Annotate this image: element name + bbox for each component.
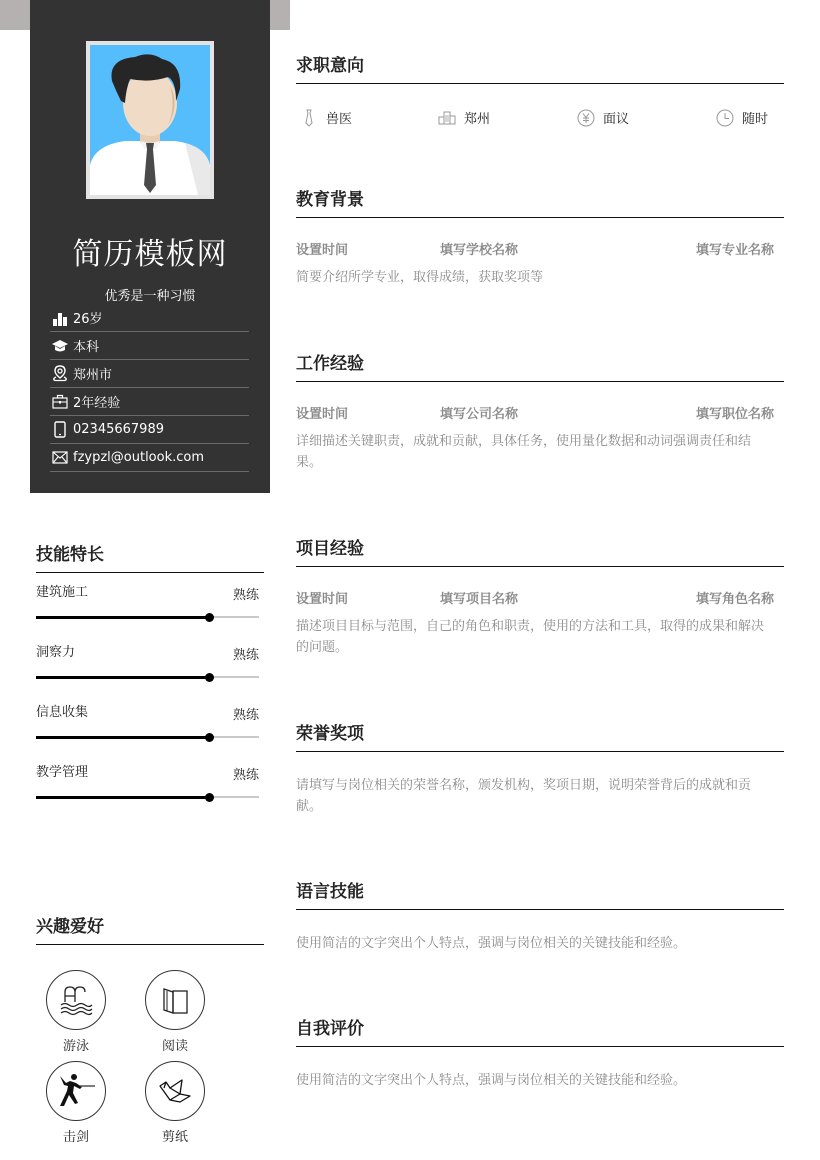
intent-text: 随时 bbox=[742, 112, 769, 127]
section-description: 使用简洁的文字突出个人特点，强调与岗位相关的关键技能和经验。 bbox=[296, 936, 687, 951]
intent-text: 兽医 bbox=[326, 112, 353, 127]
avatar-frame bbox=[86, 41, 214, 199]
project-section bbox=[296, 537, 784, 658]
section-title: 项目经验 bbox=[296, 537, 784, 567]
work-section bbox=[296, 352, 784, 473]
skill-level: 熟练 bbox=[232, 768, 259, 783]
hobby-label: 阅读 bbox=[161, 1039, 188, 1054]
hobby-item bbox=[46, 970, 106, 1054]
hobby-item bbox=[46, 1061, 106, 1145]
hobbies-title: 兴趣爱好 bbox=[36, 915, 264, 945]
skill-name: 洞察力 bbox=[36, 645, 76, 660]
info-text: 26岁 bbox=[73, 312, 103, 327]
location-pin-icon bbox=[51, 365, 68, 382]
intent-position bbox=[300, 108, 352, 127]
avatar bbox=[90, 45, 210, 195]
skill-item bbox=[36, 573, 264, 633]
section-title: 求职意向 bbox=[296, 54, 784, 84]
honors-section bbox=[296, 722, 784, 817]
section-description: 使用简洁的文字突出个人特点，强调与岗位相关的关键技能和经验。 bbox=[296, 1073, 687, 1088]
section-title: 荣誉奖项 bbox=[296, 722, 784, 752]
info-text: 2年经验 bbox=[73, 396, 121, 411]
building-icon bbox=[438, 109, 456, 127]
entry-time: 设置时间 bbox=[296, 243, 349, 258]
hobbies-section bbox=[36, 915, 264, 1145]
skill-item bbox=[36, 693, 264, 753]
avatar-illustration-icon bbox=[90, 45, 210, 195]
book-icon bbox=[145, 970, 205, 1030]
entry-time: 设置时间 bbox=[296, 592, 349, 607]
graduation-cap-icon bbox=[51, 337, 68, 354]
skill-name: 信息收集 bbox=[36, 705, 89, 720]
info-age bbox=[50, 304, 249, 332]
section-title: 自我评价 bbox=[296, 1017, 784, 1047]
hobby-label: 游泳 bbox=[62, 1039, 89, 1054]
entry-description: 简要介绍所学专业，取得成绩，获取奖项等 bbox=[296, 270, 544, 285]
tie-icon bbox=[300, 109, 318, 127]
section-description: 请填写与岗位相关的荣誉名称，颁发机构，奖项日期，说明荣誉背后的成就和贡献。 bbox=[296, 778, 752, 814]
hobby-item bbox=[145, 970, 205, 1054]
paper-crane-icon bbox=[145, 1061, 205, 1121]
section-title: 教育背景 bbox=[296, 188, 784, 218]
self-evaluation-section bbox=[296, 1017, 784, 1091]
info-education bbox=[50, 332, 249, 360]
info-text: fzypzl@outlook.com bbox=[73, 450, 205, 465]
intent-text: 面议 bbox=[603, 112, 630, 127]
intent-city bbox=[438, 108, 490, 127]
skill-item bbox=[36, 753, 264, 813]
info-text: 郑州市 bbox=[73, 368, 113, 383]
bar-chart-icon bbox=[51, 309, 68, 326]
yen-icon bbox=[577, 109, 595, 127]
fencing-icon bbox=[46, 1061, 106, 1121]
info-experience bbox=[50, 388, 249, 416]
profile-motto: 优秀是一种习惯 bbox=[104, 289, 196, 304]
skill-bar bbox=[36, 616, 259, 618]
entry-description: 详细描述关键职责，成就和贡献，具体任务，使用量化数据和动词强调责任和结果。 bbox=[296, 434, 752, 470]
education-section bbox=[296, 188, 784, 288]
skill-item bbox=[36, 633, 264, 693]
language-section bbox=[296, 880, 784, 954]
skills-section bbox=[36, 543, 264, 813]
info-email bbox=[50, 444, 249, 472]
intent-availability bbox=[716, 108, 768, 127]
info-text: 本科 bbox=[73, 340, 100, 355]
briefcase-icon bbox=[51, 393, 68, 410]
section-title: 语言技能 bbox=[296, 880, 784, 910]
clock-icon bbox=[716, 109, 734, 127]
entry-role: 填写职位名称 bbox=[695, 407, 774, 422]
intent-text: 郑州 bbox=[464, 112, 491, 127]
hobby-label: 击剑 bbox=[62, 1130, 89, 1145]
entry-org: 填写公司名称 bbox=[440, 407, 519, 422]
skill-level: 熟练 bbox=[232, 648, 259, 663]
entry-description: 描述项目目标与范围，自己的角色和职责，使用的方法和工具，取得的成果和解决的问题。 bbox=[296, 619, 765, 655]
skill-name: 教学管理 bbox=[36, 765, 89, 780]
entry-header bbox=[296, 403, 784, 423]
skill-name: 建筑施工 bbox=[36, 585, 89, 600]
skill-level: 熟练 bbox=[232, 588, 259, 603]
job-intent-section bbox=[296, 54, 784, 130]
profile-name: 简历模板网 bbox=[72, 237, 228, 272]
hobby-label: 剪纸 bbox=[161, 1130, 188, 1145]
envelope-icon bbox=[51, 449, 68, 466]
info-location bbox=[50, 360, 249, 388]
phone-icon bbox=[51, 421, 68, 438]
hobby-item bbox=[145, 1061, 205, 1145]
info-text: 02345667989 bbox=[73, 422, 164, 437]
profile-card bbox=[30, 0, 270, 493]
info-phone bbox=[50, 416, 249, 444]
skill-level: 熟练 bbox=[232, 708, 259, 723]
entry-org: 填写学校名称 bbox=[440, 243, 519, 258]
entry-header bbox=[296, 588, 784, 608]
skill-bar bbox=[36, 736, 259, 738]
skill-bar bbox=[36, 796, 259, 798]
entry-role: 填写专业名称 bbox=[695, 243, 774, 258]
intent-salary bbox=[577, 108, 629, 127]
entry-role: 填写角色名称 bbox=[695, 592, 774, 607]
job-intent-row bbox=[296, 108, 784, 130]
entry-header bbox=[296, 239, 784, 259]
profile-info-list bbox=[50, 304, 249, 472]
skills-title: 技能特长 bbox=[36, 543, 264, 573]
swimming-icon bbox=[46, 970, 106, 1030]
section-title: 工作经验 bbox=[296, 352, 784, 382]
skill-bar bbox=[36, 676, 259, 678]
entry-time: 设置时间 bbox=[296, 407, 349, 422]
entry-org: 填写项目名称 bbox=[440, 592, 519, 607]
